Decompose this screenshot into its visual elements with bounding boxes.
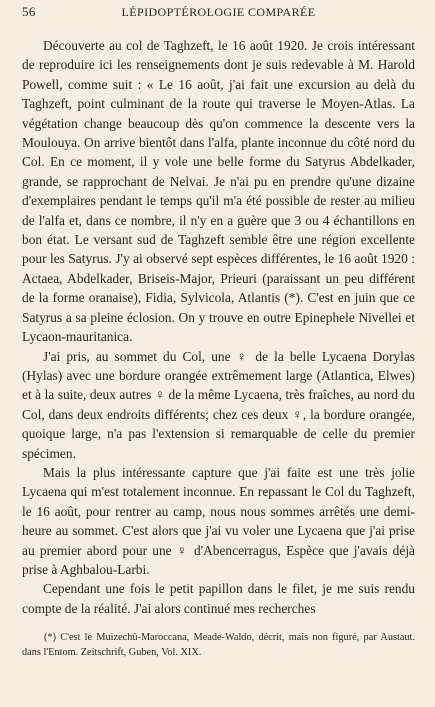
page-header [22, 4, 415, 24]
paragraph-3: Mais la plus intéressante capture que j'ai faite est une très jolie Lycaena qui m'est totalement inconnue. En repassant le Col du Taghzeft, le 16 août, pour rentrer au camp, nous nous sommes arrêtés une demi-heure au sommet. C'est alors que j'ai vu voler une Lycaena que j'ai prise au premier abord pour une ♀ d'Abencerragus, Espèce que j'avais déjà prise à Aghbalou-Larbi. [22, 464, 415, 577]
paragraph-2: J'ai pris, au sommet du Col, une ♀ de la belle Lycaena Dorylas (Hylas) avec une bordure orangée extrêmement large (Atlantica, Elwes) et à la suite, deux autres ♀ de la même Lycaena, très fraîches, au nord du Col, dans deux endroits différents; chez ces deux ♀, la bordure orangée, quoique large, n'a pas l'extension si remarquable de celle du premier spécimen. [22, 348, 415, 461]
paragraph-1: Découverte au col de Taghzeft, le 16 août 1920. Je crois intéressant de reproduire ici les renseignements dont je suis redevable à M. Harold Powell, comme suit : « Le 16 août, j'ai fait une excursion au delà du Taghzeft, point culminant de la route qui traverse le Moyen-Atlas. La végétation change beaucoup dès qu'on commence la descente vers la Moulouya. On arrive bientôt dans l'alfa, plante inconnue du côté nord du Col. En ce moment, il y vole une belle forme du Satyrus Abdelkader, grande, se rapprochant de Nelvai. Je n'ai pu en prendre qu'une dizaine d'exemplaires pendant le temps qu'il m'a été possible de rester au milieu de l'alfa et, dans ce nombre, il n'y en a guère que 3 ou 4 échantillons en bon état. Le versant sud de Taghzeft semble être une région excellente pour les Satyrus. J'y ai observé sept espèces différentes, le 16 août 1920 : Actaea, Abdelkader, Briseis-Major, Prieuri (paraissant un peu différent de la forme oranaise), Fidia, Sylvicola, Atlantis (*). C'est en juin que ce Satyrus a sa pleine éclosion. On y trouve en outre Epinephele Nivellei et Lycaon-mauritanica. [22, 38, 415, 345]
page-number: 56 [22, 4, 36, 19]
running-title: LÉPIDOPTÉROLOGIE COMPARÉE [121, 5, 316, 19]
body-text [22, 36, 415, 618]
paragraph-4: Cependant une fois le petit papillon dans le filet, je me suis rendu compte de la réalité. J'ai alors continué mes recherches [22, 581, 415, 616]
footnote: (*) C'est le Muizechü-Marocсana, Meade-Waldo, décrit, mais non figuré, par Austaut. dans l'Entom. Zeitschrift, Guben, Vol. XIX. [22, 632, 415, 659]
